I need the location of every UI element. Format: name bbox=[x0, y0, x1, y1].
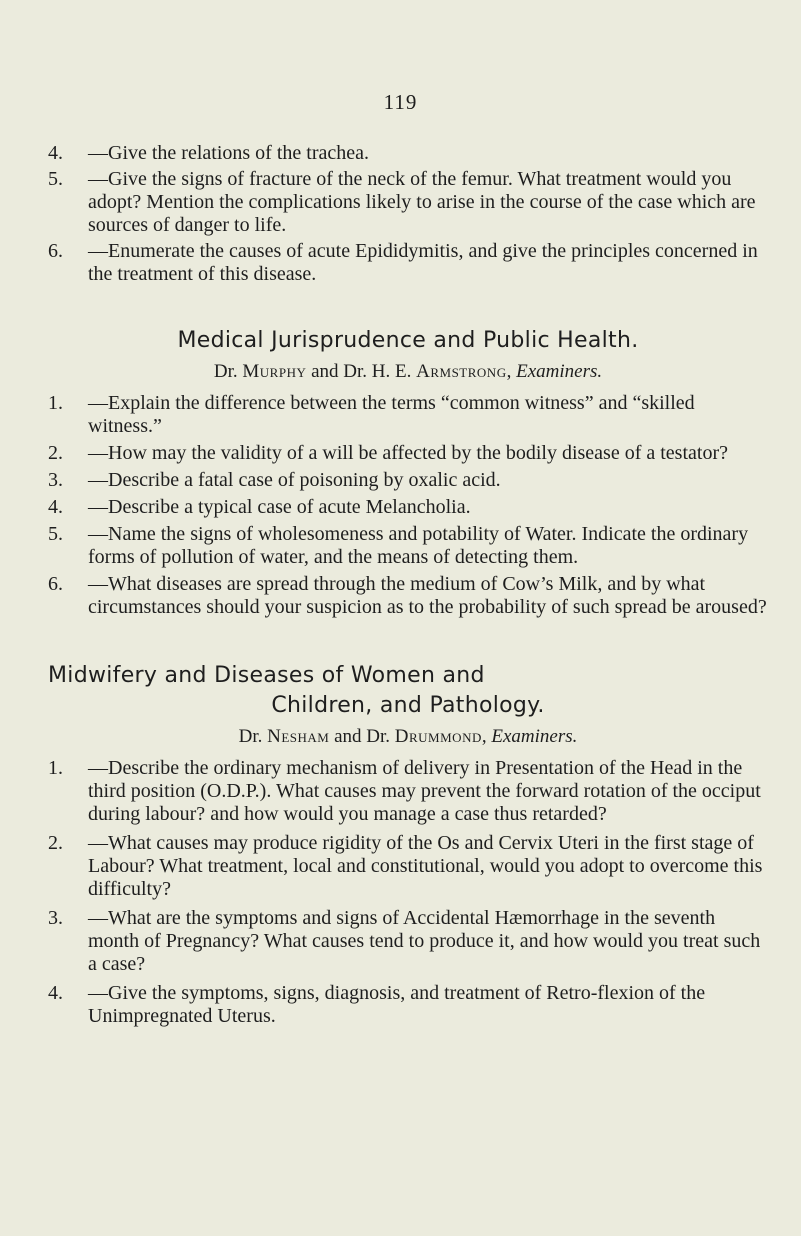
question-item bbox=[48, 832, 768, 901]
question-number: 1. bbox=[48, 392, 63, 414]
question-item bbox=[48, 442, 768, 465]
question-text: —Describe the ordinary mechanism of delivery in Presentation of the Head in the third position (O.D.P.). What causes may prevent the forward rotation of the occiput during labour? and how would you manage a case thus retarded? bbox=[88, 757, 761, 825]
question-item bbox=[48, 240, 768, 286]
question-text: —Give the signs of fracture of the neck of the femur. What treatment would you adopt? Mention the complications likely to arise in the course of the case which are sources of danger to life. bbox=[88, 168, 756, 236]
question-number: 2. bbox=[48, 832, 63, 854]
examiners-line bbox=[48, 725, 768, 749]
question-number: 2. bbox=[48, 442, 63, 464]
examiners-prefix: Dr. bbox=[238, 726, 268, 747]
question-text: —Give the symptoms, signs, diagnosis, and treatment of Retro-flexion of the Unimpregnated Uterus. bbox=[88, 982, 706, 1027]
question-text: —Give the relations of the trachea. bbox=[88, 142, 369, 164]
examiners-line bbox=[48, 360, 768, 384]
section-midwifery bbox=[48, 661, 768, 1028]
examiners-separator: , bbox=[481, 726, 492, 747]
question-number: 3. bbox=[48, 469, 63, 491]
question-number: 4. bbox=[48, 142, 63, 164]
question-number: 4. bbox=[48, 496, 63, 518]
examiners-mid: and Dr. bbox=[329, 726, 395, 747]
examiner-name: Armstrong bbox=[416, 361, 507, 382]
question-text: —Describe a fatal case of poisoning by oxalic acid. bbox=[88, 469, 501, 491]
section-jurisprudence bbox=[48, 326, 768, 619]
section-heading-line2: Children, and Pathology. bbox=[271, 693, 545, 718]
question-text: —Explain the difference between the terms “common witness” and “skilled witness.” bbox=[88, 392, 695, 437]
examiners-role: Examiners. bbox=[491, 726, 578, 747]
question-text: —What causes may produce rigidity of the Os and Cervix Uteri in the first stage of Labour? What treatment, local and constitutional, would you adopt to overcome this difficulty? bbox=[88, 832, 763, 900]
question-text: —Name the signs of wholesomeness and potability of Water. Indicate the ordinary forms of pollution of water, and the means of detecting them. bbox=[88, 523, 749, 568]
examiner-name: Murphy bbox=[242, 361, 307, 382]
section-heading-line1: Midwifery and Diseases of Women and bbox=[48, 663, 485, 688]
intro-question-list bbox=[48, 142, 768, 286]
question-item bbox=[48, 982, 768, 1028]
question-number: 1. bbox=[48, 757, 63, 779]
question-item bbox=[48, 469, 768, 492]
question-item bbox=[48, 907, 768, 976]
question-item bbox=[48, 392, 768, 438]
page-number: 119 bbox=[383, 90, 418, 114]
question-number: 3. bbox=[48, 907, 63, 929]
question-text: —Enumerate the causes of acute Epididymitis, and give the principles concerned in the treatment of this disease. bbox=[88, 240, 758, 285]
question-item bbox=[48, 523, 768, 569]
examiners-separator: , bbox=[506, 361, 517, 382]
page-content bbox=[48, 142, 768, 1034]
question-text: —Describe a typical case of acute Melancholia. bbox=[88, 496, 471, 518]
examiners-mid: and Dr. H. E. bbox=[306, 361, 417, 382]
section-heading: Medical Jurisprudence and Public Health. bbox=[177, 328, 639, 353]
examiners-role: Examiners. bbox=[516, 361, 603, 382]
examiners-prefix: Dr. bbox=[213, 361, 243, 382]
question-item bbox=[48, 168, 768, 237]
question-item bbox=[48, 496, 768, 519]
question-item bbox=[48, 573, 768, 619]
question-number: 4. bbox=[48, 982, 63, 1004]
question-item bbox=[48, 142, 768, 165]
question-number: 6. bbox=[48, 240, 63, 262]
question-text: —How may the validity of a will be affected by the bodily disease of a testator? bbox=[88, 442, 728, 464]
question-number: 5. bbox=[48, 168, 63, 190]
question-text: —What diseases are spread through the medium of Cow’s Milk, and by what circumstances should your suspicion as to the probability of such spread be aroused? bbox=[88, 573, 767, 618]
examiner-name: Drummond bbox=[394, 726, 482, 747]
question-number: 6. bbox=[48, 573, 63, 595]
question-number: 5. bbox=[48, 523, 63, 545]
question-text: —What are the symptoms and signs of Accidental Hæmorrhage in the seventh month of Pregnancy? What causes tend to produce it, and how would you treat such a case? bbox=[88, 907, 761, 975]
examiner-name: Nesham bbox=[267, 726, 330, 747]
question-item bbox=[48, 757, 768, 826]
